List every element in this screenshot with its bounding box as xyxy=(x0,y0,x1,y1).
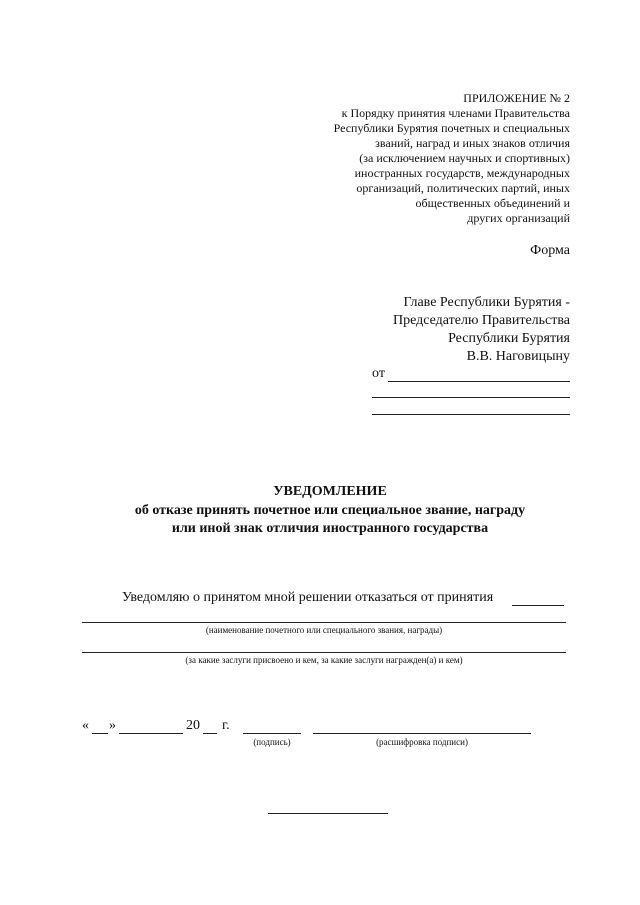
bottom-divider xyxy=(268,813,388,814)
appendix-line: званий, наград и иных знаков отличия xyxy=(375,136,570,150)
from-line-3[interactable] xyxy=(372,414,570,415)
year-line[interactable] xyxy=(203,733,217,734)
merits-line[interactable] xyxy=(82,652,566,653)
year-suffix: г. xyxy=(222,718,230,733)
from-line-2[interactable] xyxy=(372,397,570,398)
year-prefix: 20 xyxy=(186,718,200,733)
appendix-line: к Порядку принятия членами Правительства xyxy=(341,106,570,120)
from-line-1[interactable] xyxy=(388,381,570,382)
notice-inline-line[interactable] xyxy=(512,605,564,606)
appendix-line: организаций, политических партий, иных xyxy=(356,181,570,195)
merits-caption: (за какие заслуги присвоено и кем, за какие заслуги награжден(а) и кем) xyxy=(185,655,463,665)
appendix-line: других организаций xyxy=(467,211,570,225)
award-name-caption: (наименование почетного или специального звания, награды) xyxy=(205,625,443,635)
signature-caption: (подпись) xyxy=(253,737,291,747)
document-subtitle-line-2: или иной знак отличия иностранного государства xyxy=(171,521,489,536)
signature-line[interactable] xyxy=(243,733,301,734)
appendix-block xyxy=(270,91,570,226)
month-line[interactable] xyxy=(119,733,183,734)
signature-decoding-caption: (расшифровка подписи) xyxy=(376,737,468,747)
appendix-line: общественных объединений и xyxy=(415,196,570,210)
appendix-line: иностранных государств, международных xyxy=(354,166,570,180)
from-label: от xyxy=(372,366,385,381)
addressee-block xyxy=(310,294,570,366)
document-heading: УВЕДОМЛЕНИЕ xyxy=(273,484,387,499)
appendix-line: (за исключением научных и спортивных) xyxy=(359,151,570,165)
addressee-line: Председателю Правительства xyxy=(392,313,570,328)
notice-text: Уведомляю о принятом мной решении отказаться от принятия xyxy=(122,590,494,605)
award-name-line[interactable] xyxy=(82,622,566,623)
date-close-quote: » xyxy=(109,718,116,733)
addressee-line: Республики Бурятия xyxy=(448,331,570,346)
appendix-line: ПРИЛОЖЕНИЕ № 2 xyxy=(463,91,570,105)
addressee-line: Главе Республики Бурятия - xyxy=(403,295,570,310)
date-open-quote: « xyxy=(82,718,89,733)
document-subtitle-line-1: об отказе принять почетное или специальное звание, награду xyxy=(134,503,526,518)
appendix-line: Республики Бурятия почетных и специальных xyxy=(333,121,570,135)
addressee-line: В.В. Наговицыну xyxy=(466,349,570,364)
form-label: Форма xyxy=(530,243,570,258)
signature-decoding-line[interactable] xyxy=(313,733,531,734)
day-line[interactable] xyxy=(92,733,108,734)
